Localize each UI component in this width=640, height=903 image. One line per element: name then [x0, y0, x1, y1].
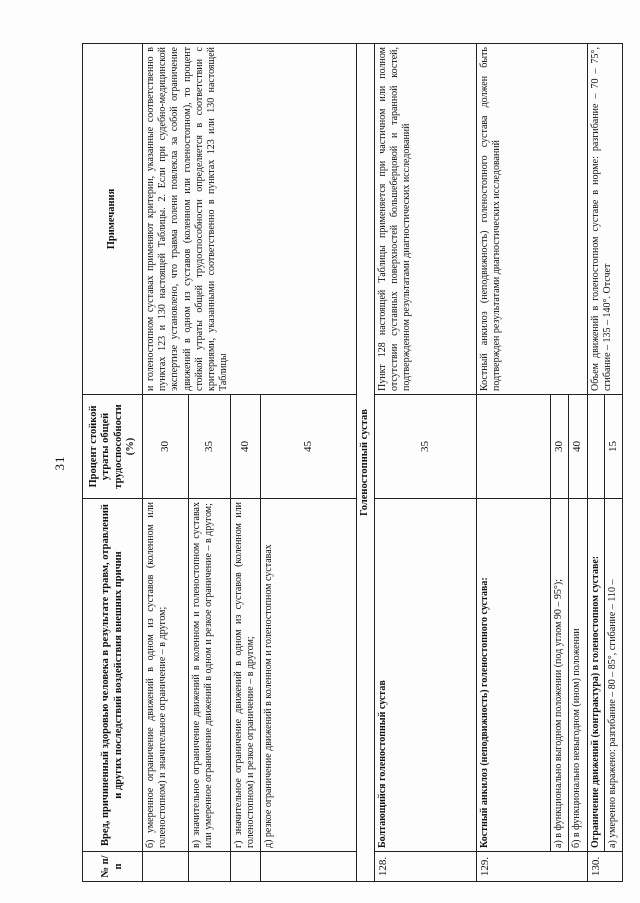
row-129b-text: б) в функционально невыгодном (ином) положении [569, 499, 587, 852]
row-130a-percent: 15 [604, 395, 622, 499]
table-row [143, 44, 189, 882]
row-128-text: Болтающийся голеностопный сустав [374, 499, 476, 852]
table-row [476, 44, 550, 882]
row-129a-text: а) в функционально выгодном положении (под углом 90 – 95°); [550, 499, 568, 852]
row-b-percent: 30 [143, 395, 189, 499]
row-128-number: 128. [374, 852, 476, 882]
row-130-note: Объем движений в голеностопном суставе в норме: разгибание – 70 – 75°, сгибание – 135 – 140°. Отсчет [587, 44, 623, 395]
table-row [374, 44, 476, 882]
note-knee-ankle: и голеностопном суставах применяют критерии, указанные соответственно в пунктах 123 и 130 настоящей Таблицы. 2. Если при судебно-медицинской экспертизе установлено, что травма голени повлекла за собой ограничение движений в одном из суставов (коленном или голеностопном), то процент стойкой утраты общей трудоспособности определяется в соответствии с критериями, указанными соответственно в пунктах 123 или 130 настоящей Таблицы [143, 44, 357, 395]
row-130-number: 130. [587, 852, 623, 882]
row-129b-percent: 40 [569, 395, 587, 499]
row-v-text: в) значительное ограничение движений в коленном и голеностопном суставах или умеренное ограничение движений в одном и резкое ограничение – в другом; [189, 499, 231, 852]
injury-percentage-table [82, 43, 623, 882]
row-v-percent: 35 [189, 395, 231, 499]
header-number: № п/п [83, 852, 143, 882]
row-129-number: 129. [476, 852, 587, 882]
row-128-note: Пункт 128 настоящей Таблицы применяется при частичном или полном отсутствии суставных поверхностей большеберцовой и таранной костей, подтвержденном результатами диагностических исследований [374, 44, 476, 395]
row-129-text: Костный анкилоз (неподвижность) голеностопного сустава: [476, 499, 550, 852]
header-percent: Процент стойкой утраты общей трудоспособности (%) [83, 395, 143, 499]
row-d-text: д) резкое ограничение движений в коленном и голеностопном суставах [261, 499, 357, 852]
table-header-row [83, 44, 143, 882]
row-g-text: г) значительное ограничение движений в одном из суставов (коленном или голеностопном) и резкое ограничение – в другом; [231, 499, 261, 852]
section-heading-row [357, 44, 375, 882]
row-130-text: Ограничение движений (контрактура) в голеностопном суставе: [587, 499, 604, 852]
row-128-percent: 35 [374, 395, 476, 499]
header-harm: Вред, причиненный здоровью человека в результате травм, отравлений и других последствий воздействия внешних причин [83, 499, 143, 852]
rotated-table-page [52, 44, 619, 882]
page-number: 31 [52, 455, 67, 471]
row-129-note: Костный анкилоз (неподвижность) голеностопного сустава должен быть подтвержден результатами диагностических исследований [476, 44, 587, 395]
table-row [587, 44, 604, 882]
row-130a-text: а) умеренно выражено: разгибание – 80 – 85°, сгибание – 110 – [604, 499, 622, 852]
row-b-text: б) умеренное ограничение движений в одном из суставов (коленном или голеностопном) и значительное ограничение – в другом; [143, 499, 189, 852]
row-g-percent: 40 [231, 395, 261, 499]
row-d-percent: 45 [261, 395, 357, 499]
section-heading: Голеностопный сустав [357, 44, 375, 882]
row-129a-percent: 30 [550, 395, 568, 499]
header-notes: Примечания [83, 44, 143, 395]
